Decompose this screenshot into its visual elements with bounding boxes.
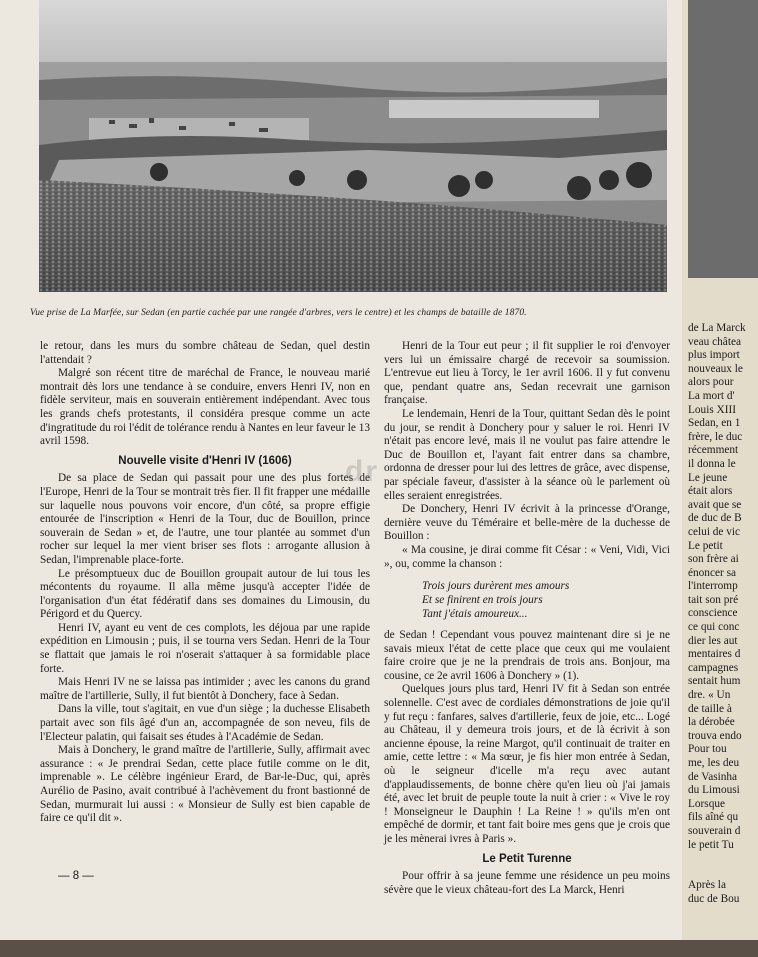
- photo-caption: Vue prise de La Marfée, sur Sedan (en partie cachée par une rangée d'arbres, vers le centre) et les champs de bataille de 1870.: [30, 308, 527, 318]
- adjacent-text-line: La mort d': [688, 389, 735, 402]
- adjacent-text-line: [688, 866, 758, 880]
- adjacent-text-line: Le petit: [688, 539, 723, 552]
- adjacent-text-line: nouveaux le: [688, 362, 743, 375]
- adjacent-text-line: frère, le duc: [688, 430, 743, 443]
- adjacent-page: [682, 0, 758, 940]
- adjacent-text-line: conscience: [688, 607, 738, 620]
- adjacent-text-line: tait son pré: [688, 593, 739, 606]
- paragraph: Pour offrir à sa jeune femme une résidence un peu moins sévère que le vieux château-fort des La Marck, Henri: [384, 870, 670, 896]
- paragraph: Henri IV, ayant eu vent de ces complots, les déjoua par une rapide expédition en Limousin ; puis, il se tourna vers Sedan. Henri de la Tour se flattait que jamais le roi n'oserait s'attaquer à sa formidable place forte.: [40, 621, 370, 675]
- adjacent-text-line: son frère ai: [688, 553, 739, 566]
- adjacent-text-line: campagnes: [688, 661, 739, 674]
- paragraph: Le lendemain, Henri de la Tour, quittant Sedan dès le point du jour, se rendit à Donchery pour y saluer le roi. Henri IV n'était pas encore levé, mais il ne voulut pas faire attendre le Duc de Bouillon et, l'ayant fait entrer dans sa chambre, ordonna de dresser pour lui des lettres de grâce, avec dispense, par spéciale faveur, d'assister à la séance où le parlement où elles seraient enregistrées.: [384, 407, 670, 502]
- adjacent-text-line: l'interromp: [688, 580, 738, 593]
- verse-line: Trois jours durèrent mes amours: [422, 580, 570, 593]
- verse-line: Tant j'étais amoureux...: [422, 608, 528, 621]
- adjacent-text: [688, 322, 758, 907]
- adjacent-text-line: plus import: [688, 349, 740, 362]
- paragraph: Mais à Donchery, le grand maître de l'artillerie, Sully, affirmait avec assurance : « Je prendrai Sedan, cette place futile comme on le dit, imprenable ». Le célèbre ingénieur Erard, de Bar-le-Duc, qui, après Aurélio de Pasino, avait contribué à l'achèvement du front bastionné de Sedan, murmurait lui aussi : « Monsieur de Sully est bien capable de faire ce qu'il dit ».: [40, 744, 370, 825]
- adjacent-text-line: dre. « Un: [688, 689, 731, 702]
- adjacent-text-line: Sedan, en 1: [688, 417, 741, 430]
- adjacent-text-line: Lorsque: [688, 797, 726, 810]
- adjacent-text-line: Louis XIII: [688, 403, 737, 416]
- adjacent-text-line: récemment: [688, 444, 739, 457]
- adjacent-text-line: énoncer sa: [688, 566, 736, 579]
- adjacent-text-line: il donna le: [688, 457, 736, 470]
- adjacent-text-line: mentaires d: [688, 648, 741, 661]
- paragraph: Malgré son récent titre de maréchal de France, le nouveau marié montrait dès lors une tendance à se conduire, envers Henri IV, non en fidèle serviteur, mais en souverain entièrement indépendant. Avec tous les grands chefs protestants, il considéra presque comme un acte d'ingratitude du roi l'édit de tolérance rendu à Nantes en leur faveur le 13 avril 1598.: [40, 367, 370, 448]
- binding-edge: [0, 940, 758, 957]
- page-number: — 8 —: [58, 870, 94, 882]
- adjacent-text-line: Le jeune: [688, 471, 728, 484]
- adjacent-text-line: fils aîné qu: [688, 811, 739, 824]
- adjacent-text-line: était alors: [688, 485, 733, 498]
- adjacent-text-line: me, les deu: [688, 757, 740, 769]
- left-text-column: [40, 340, 370, 826]
- paragraph: le retour, dans les murs du sombre château de Sedan, quel destin l'attendait ?: [40, 340, 370, 366]
- paragraph: de Sedan ! Cependant vous pouvez maintenant dire si je ne savais mieux l'état de cette place que ceux qui me voulaient faire croire que je ne la prendrais de trois ans. Bonjour, ma cousine, ce 2e avril 1606 à Donchery » (1).: [384, 629, 670, 682]
- verse-line: Et se finirent en trois jours: [422, 594, 543, 607]
- landscape-photo: [39, 0, 667, 292]
- adjacent-text-line: de Vasinha: [688, 770, 738, 783]
- song-verse: [422, 579, 670, 621]
- right-text-column: [384, 340, 670, 897]
- adjacent-text-line: trouva endo: [688, 729, 742, 742]
- paragraph: Le présomptueux duc de Bouillon groupait autour de lui tous les mécontents du royaume. Il alla même jusqu'à accepter l'idée de l'organisation d'un état fédératif dans ses domaines du Limousin, du Périgord et du Quercy.: [40, 567, 370, 621]
- paragraph: Mais Henri IV ne se laissa pas intimider ; avec les canons du grand maître de l'artillerie, Sully, il fut bientôt à Donchery, face à Sedan.: [40, 676, 370, 702]
- section-heading: Le Petit Turenne: [482, 852, 572, 865]
- adjacent-text-line: de La Marck: [688, 322, 746, 334]
- adjacent-text-line: la dérobée: [688, 716, 735, 729]
- adjacent-text-line: souverain d: [688, 824, 741, 837]
- adjacent-text-line: avait que se: [688, 498, 742, 511]
- paragraph: « Ma cousine, je dirai comme fit César : « Veni, Vidi, Vici », ou, comme la chanson :: [384, 543, 670, 570]
- adjacent-text-line: de taille à: [688, 702, 732, 715]
- adjacent-text-line: de duc de B: [688, 512, 742, 525]
- adjacent-text-line: Pour tou: [688, 743, 727, 756]
- adjacent-text-line: sentait hum: [688, 675, 741, 688]
- adjacent-text-line: du Limousi: [688, 784, 740, 797]
- paragraph: Dans la ville, tout s'agitait, en vue d'un siège ; la duchesse Elisabeth partait avec son fils âgé d'un an, accompagnée de son neveu, fils de l'Electeur palatin, qui faisait ses études à l'Académie de Sedan.: [40, 703, 370, 743]
- adjacent-text-line: [688, 852, 758, 866]
- adjacent-photo: [688, 0, 758, 278]
- adjacent-text-line: dier les aut: [688, 634, 738, 647]
- adjacent-text-line: le petit Tu: [688, 838, 734, 851]
- adjacent-text-line: alors pour: [688, 376, 734, 389]
- adjacent-text-line: veau châtea: [688, 335, 741, 348]
- adjacent-text-line: Après la: [688, 879, 726, 892]
- library-stamp: dr: [345, 455, 379, 488]
- adjacent-text-line: ce qui conc: [688, 621, 740, 634]
- adjacent-text-line: celui de vic: [688, 525, 741, 538]
- paragraph: De sa place de Sedan qui passait pour une des plus fortes de l'Europe, Henri de la Tour se montrait très fier. Il fit frapper une médaille sur laquelle nous pouvons voir encore, d'un côté, sa propre effigie entourée de l'inscription « Henri de la Tour, duc de Bouillon, prince souverain de Sedan » et, de l'autre, une tour plantée au sommet d'un rocher sur lequel la mer vient briser ses flots : arrogante allusion à Sedan, l'imprenable place-forte.: [40, 472, 370, 566]
- paragraph: Quelques jours plus tard, Henri IV fit à Sedan son entrée solennelle. C'est avec de cordiales démonstrations de joie qu'il y fut reçu : fanfares, salves d'artillerie, feux de joie, etc... Logé au Château, il y demeura trois jours, et de là écrivit à son ancienne épouse, la reine Margot, qu'il continuait de traiter en amie, cette lettre : « Ma sœur, je fis hier mon entrée à Sedan, où le seigneur d'icelle m'a reçu avec autant d'applaudissements, de bonne chère qu'en lieu où j'ai jamais été, avec let bruit de peuple toute la nuit à crier : « Vive le roy ! Monseigneur le Dauphin ! La Reine ! » qu'ils m'en ont empêché de dormir, et tant fait boire mes gens que je crois que je les mènerai ivres à Paris ».: [384, 683, 670, 845]
- paragraph: Henri de la Tour eut peur ; il fit supplier le roi d'envoyer vers lui un émissaire chargé de recevoir sa soumission. L'entrevue eut lieu à Torcy, le 1er avril 1606. Il y fut convenu que, pendant quatre ans, Sedan recevrait une garnison française.: [384, 340, 670, 407]
- paragraph: De Donchery, Henri IV écrivit à la princesse d'Orange, dernière veuve du Téméraire et belle-mère de la duchesse de Bouillon :: [384, 503, 670, 543]
- section-heading: Nouvelle visite d'Henri IV (1606): [118, 454, 292, 467]
- adjacent-text-line: duc de Bou: [688, 892, 740, 905]
